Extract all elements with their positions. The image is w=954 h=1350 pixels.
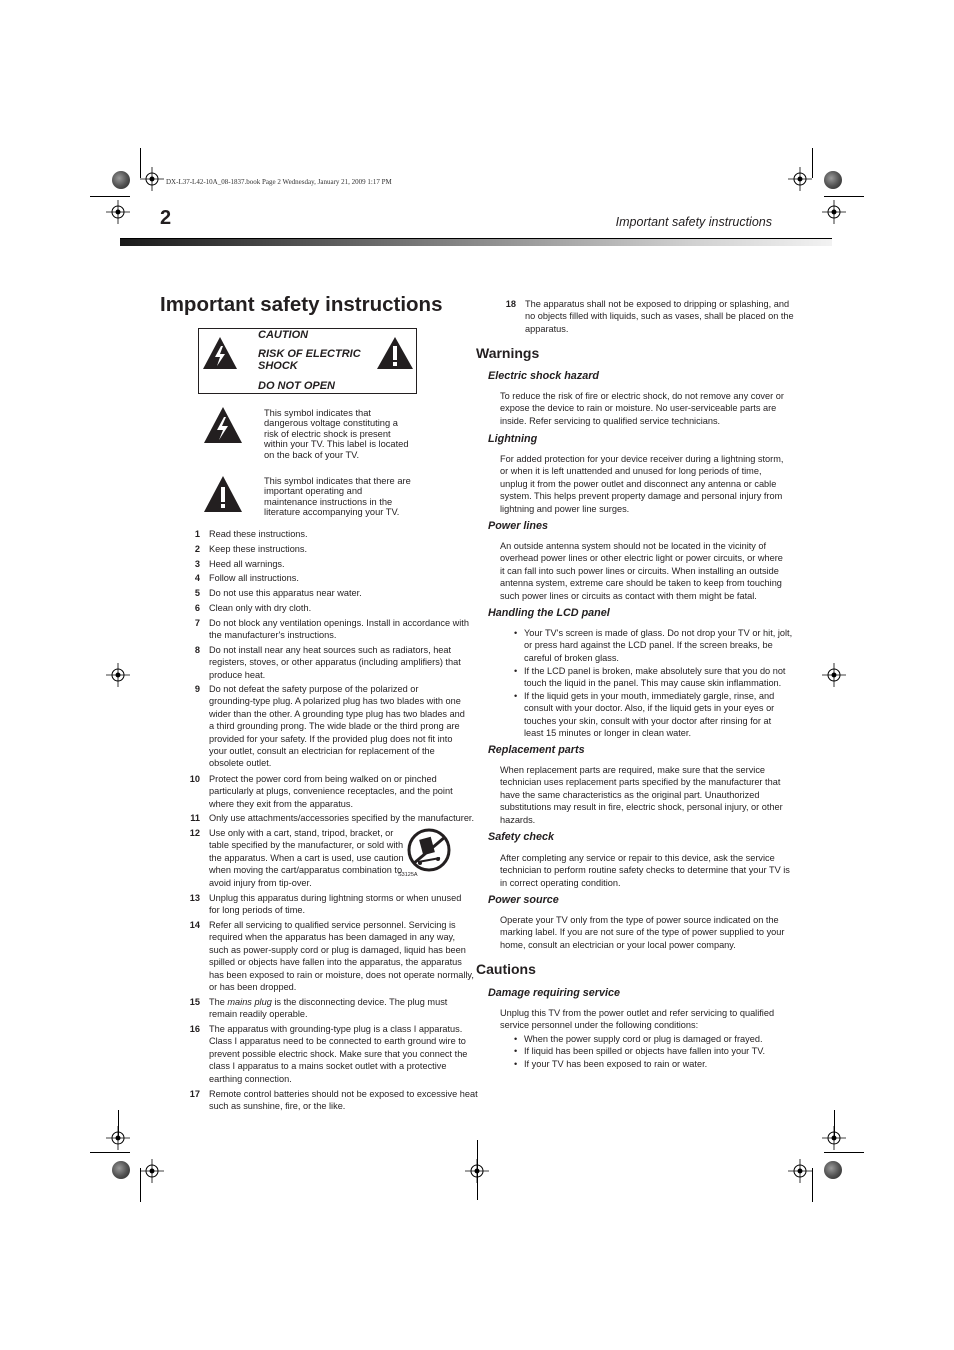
list-item: 13 Unplug this apparatus during lightning storms or when unused for long periods of time. (189, 893, 462, 916)
section-body: An outside antenna system should not be located in the vicinity of overhead power lines or other electric light or power circuits, or where it can fall into such power lines or circuits. When installing an outside antenna system, extreme care should be taken to keep from touching such power lines or circuits as contact with them might be fatal. (500, 541, 783, 601)
list-item: 6 Clean only with dry cloth. (194, 603, 312, 613)
crosshair-mark (140, 167, 164, 191)
crop-mark (834, 1110, 835, 1140)
list-item: 15 The mains plug is the disconnecting device. The plug must remain readily operable. (189, 997, 448, 1020)
section-title: Electric shock hazard (488, 370, 600, 382)
section-body: When replacement parts are required, make sure that the service technician uses replacement parts specified by the manufacturer that have the same characteristics as the original part. Unauthorized substitutions may result in fire, electric shock, personal injury, or other hazards. (500, 765, 783, 825)
bullet-item: • Your TV's screen is made of glass. Do not drop your TV or hit, jolt, or press hard against the LCD panel. If the screen breaks, be careful of broken glass. (514, 628, 793, 663)
list-item: 7 Do not block any ventilation openings. Install in accordance with the manufacturer's instructions. (194, 618, 469, 641)
lightning-symbol-description: This symbol indicates that dangerous voltage constituting a risk of electric shock is present within your TV. This label is located on the back of your TV. (264, 408, 409, 460)
list-item: 16 The apparatus with grounding-type plug is a class I apparatus. Class I apparatus need to be connected to earth ground wire to prevent possible electric shock. Make sure that you connect the class I apparatus to a mains socket outlet with a protective earthing connection. (189, 1024, 468, 1084)
crop-mark (812, 1168, 813, 1202)
caution-risk-line1: RISK OF ELECTRIC (258, 348, 361, 360)
list-item: 2 Keep these instructions. (194, 544, 308, 554)
list-item: 14 Refer all servicing to qualified service personnel. Servicing is required when the apparatus has been damaged in any way, such as power-supply cord or plug is damaged, liquid has been spilled or objects have fallen into the apparatus, the apparatus has been exposed to rain or moisture, does not operate normally, or has been dropped. (189, 920, 474, 993)
section-title: Damage requiring service (488, 987, 621, 999)
list-item: 5 Do not use this apparatus near water. (194, 588, 362, 598)
caution-label: CAUTION (258, 329, 309, 341)
list-item: 9 Do not defeat the safety purpose of the polarized or grounding-type plug. A polarized plug has two blades with one wider than the other. A grounding type plug has two blades and a third grounding prong. The wide blade or the third prong are provided for your safety. If the provided plug does not fit into your outlet, consult an electrician for replacement of the obsolete outlet. (194, 684, 465, 769)
list-item: 18 The apparatus shall not be exposed to dripping or splashing, and no objects filled with liquids, such as vases, shall be placed on the apparatus. (505, 299, 794, 334)
color-ball-mark (824, 1161, 842, 1179)
exclamation-symbol-description: This symbol indicates that there are important operating and maintenance instructions in the literature accompanying your TV. (264, 476, 411, 518)
header-rule (120, 238, 832, 239)
list-item: 1 Read these instructions. (194, 529, 308, 539)
exclamation-symbol-icon (203, 475, 243, 513)
list-item: 11 Only use attachments/accessories specified by the manufacturer. (190, 813, 475, 823)
bullet-item: • If the liquid gets in your mouth, immediately gargle, rinse, and consult with your doctor. Also, if the liquid gets in your eyes or touches your skin, consult with your doctor after rinsing for at least 15 minutes or longer in clean water. (514, 691, 775, 739)
cart-tipover-icon (404, 828, 454, 872)
crosshair-mark (822, 200, 846, 224)
section-body: To reduce the risk of fire or electric shock, do not remove any cover or expose the device to rain or moisture. No user-serviceable parts are inside. Refer servicing to qualified service technicians. (500, 391, 784, 426)
crop-mark (477, 1140, 478, 1200)
section-body: After completing any service or repair to this device, ask the service technician to perform routine safety checks to determine that your TV is in correct operating condition. (500, 853, 790, 888)
color-ball-mark (824, 171, 842, 189)
section-title: Power source (488, 894, 559, 906)
cart-label: S3125A (398, 872, 418, 878)
lightning-warning-icon (202, 336, 238, 370)
crop-mark (824, 1152, 864, 1153)
bullet-item: • If the LCD panel is broken, make absolutely sure that you do not touch the liquid in the panel. This may cause skin inflammation. (514, 666, 786, 689)
crop-mark (812, 148, 813, 178)
crosshair-mark (106, 663, 130, 687)
list-item: 17 Remote control batteries should not be exposed to excessive heat such as sunshine, fire, or the like. (189, 1089, 478, 1112)
crosshair-mark (106, 200, 130, 224)
crop-mark (90, 196, 130, 197)
section-title: Replacement parts (488, 744, 585, 756)
color-ball-mark (112, 1161, 130, 1179)
section-body: Operate your TV only from the type of power source indicated on the marking label. If you are not sure of the type of power supplied to your home, consult an electrician or your local power company. (500, 915, 785, 950)
section-body: Unplug this TV from the power outlet and refer servicing to qualified service personnel under the following conditions: (500, 1008, 775, 1031)
section-title: Power lines (488, 520, 549, 532)
header-gradient-bar (120, 238, 832, 246)
caution-risk-line2: SHOCK (258, 360, 298, 372)
warnings-heading: Warnings (476, 345, 540, 361)
crosshair-mark (822, 663, 846, 687)
caution-do-not-open: DO NOT OPEN (258, 380, 336, 392)
list-item: 8 Do not install near any heat sources such as radiators, heat registers, stoves, or other apparatus (including amplifiers) that produce heat. (194, 645, 461, 680)
bullet-item: • If liquid has been spilled or objects have fallen into your TV. (514, 1046, 766, 1056)
running-head: Important safety instructions (615, 215, 772, 229)
print-slug: DX-L37-L42-10A_08-1837.book Page 2 Wednesday, January 21, 2009 1:17 PM (166, 178, 392, 186)
list-item: 12 Use only with a cart, stand, tripod, bracket, or table specified by the manufacturer, or sold with the apparatus. When a cart is used, use caution when moving the cart/apparatus combination to avoid injury from tip-over. (189, 828, 404, 888)
crosshair-mark (788, 1159, 812, 1183)
bullet-item: • When the power supply cord or plug is damaged or frayed. (514, 1034, 763, 1044)
cautions-heading: Cautions (476, 961, 536, 977)
list-item: 4 Follow all instructions. (194, 573, 299, 583)
lightning-symbol-icon (203, 406, 243, 444)
exclamation-warning-icon (376, 336, 414, 370)
section-title: Lightning (488, 433, 538, 445)
crop-mark (118, 1110, 119, 1140)
bullet-item: • If your TV has been exposed to rain or water. (514, 1059, 708, 1069)
list-item: 3 Heed all warnings. (194, 559, 285, 569)
section-title: Safety check (488, 831, 555, 843)
crop-mark (824, 196, 864, 197)
crop-mark (140, 1168, 141, 1202)
list-item: 10 Protect the power cord from being walked on or pinched particularly at plugs, convenience receptacles, and the point where they exit from the apparatus. (189, 774, 453, 809)
section-body: For added protection for your device receiver during a lightning storm, or when it is left unattended and unused for long periods of time, unplug it from the power outlet and disconnect any antenna or cable system. This helps prevent property damage and personal injury from lightning and power line surges. (500, 454, 784, 514)
crosshair-mark (140, 1159, 164, 1183)
color-ball-mark (112, 171, 130, 189)
page-number: 2 (160, 207, 172, 229)
crop-mark (90, 1152, 130, 1153)
crosshair-mark (788, 167, 812, 191)
section-title: Handling the LCD panel (488, 607, 610, 619)
crop-mark (140, 148, 141, 178)
page-title: Important safety instructions (160, 293, 443, 316)
